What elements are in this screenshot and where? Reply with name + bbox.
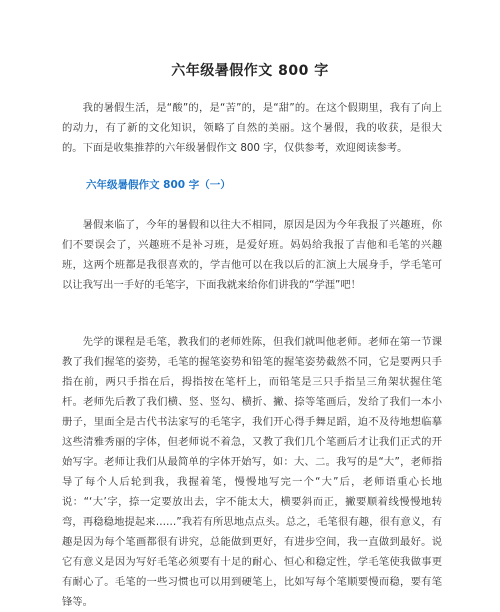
intro-paragraph: 我的暑假生活，是“酸”的，是“苦”的，是“甜”的。在这个假期里，我有了向上的动力，有了新的文化知识，领略了自然的美丽。这个暑假，我的收获，是很大的。下面是收集推荐的六年级暑假作文 800 字，仅供参考，欢迎阅读参考。 — [62, 102, 442, 154]
body-paragraph: 先学的课程是毛笔，教我们的老师姓陈，但我们就叫他老师。老师在第一节课教了我们握笔的姿势，毛笔的握笔姿势和铅笔的握笔姿势截然不同，它是要两只手指在前，两只手指在后，拇指按在笔杆上，而铅笔是三只手指呈三角架状握住笔杆。老师先后教了我们横、竖、竖勾、横折、撇、捺等笔画后，发给了我们一本小册子，里面全是古代书法家写的毛笔字，我们开心得手舞足蹈，迫不及待地想临摹这些清雅秀丽的字体，但老师说不着急，又教了我们几个笔画后才让我们正式的开始写字。老师让我们从最简单的字体开始写，如：大、二。我写的是“大”，老师指导了每个人后轮到我，我握着笔，慢慢地写完一个“大”后，老师语重心长地说：“‘大’字，捺一定要放出去，字不能太大，横要斜而正，撇要顺着线慢慢地转弯，再稳稳地提起来……”我若有所思地点点头。总之，毛笔很有趣，很有意义，有趣是因为每个笔画都很有讲究，总能做到更好，有进步空间，我一直做到最好。说它有意义是因为写好毛笔必须要有十足的耐心、恒心和稳定性，学毛笔使我做事更有耐心了。毛笔的一些习惯也可以用到硬笔上，比如写每个笔顺要慢而稳，要有笔锋等。 — [62, 336, 442, 608]
body-paragraph: 暑假来临了，今年的暑假和以往大不相同，原因是因为今年我报了兴趣班，你们不要误会了，兴趣班不是补习班，是爱好班。妈妈给我报了吉他和毛笔的兴趣班，这两个班都是我很喜欢的，学吉他可以在我以后的汇演上大展身手，学毛笔可以让我写出一手好的毛笔字，下面我就来给你们讲我的“学涯”吧！ — [62, 219, 442, 291]
section-heading: 六年级暑假作文 800 字（一） — [86, 179, 231, 191]
page-title: 六年级暑假作文 800 字 — [171, 63, 329, 79]
